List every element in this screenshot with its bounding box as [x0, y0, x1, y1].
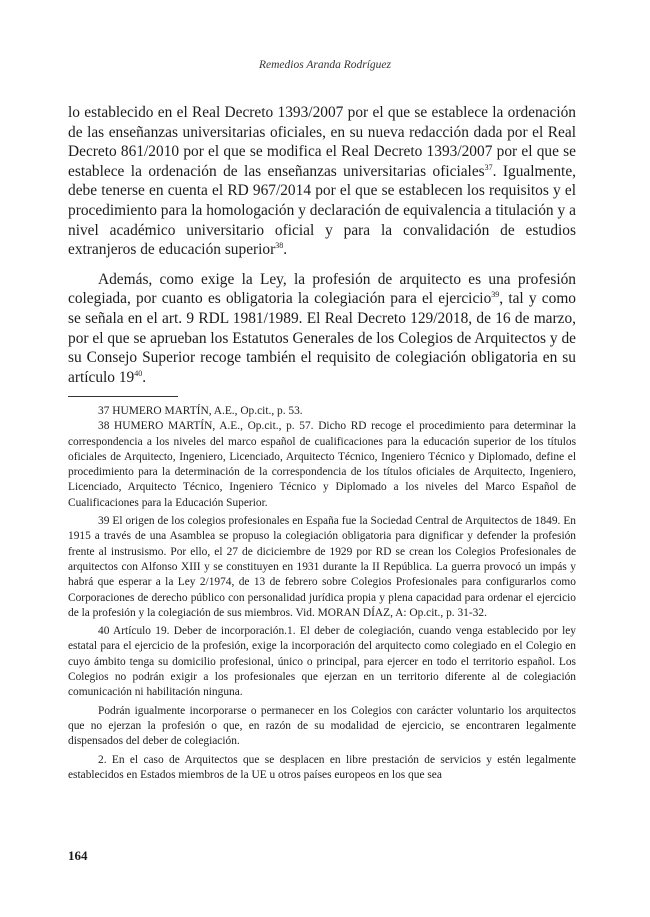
footnotes: [68, 404, 576, 783]
footnote-ref-39[interactable]: 39: [491, 290, 500, 300]
page-number: 164: [68, 848, 88, 863]
text-segment: , tal y como se señala en el art. 9 RDL 1981/1989. El Real Decreto 129/2018, de 16 de marzo, por el que se aprueban los Estatutos Generales de los Colegios de Arquitectos y de su Consejo Superior recoge también el requisito de colegiación obligatoria en su artículo 19: [68, 290, 576, 386]
footnote-38: 38 HUMERO MARTÍN, A.E., Op.cit., p. 57. Dicho RD recoge el procedimiento para determinar la correspondencia a los niveles del marco español de cualificaciones para la educación superior de los títulos oficiales de Arquitecto, Ingeniero, Licenciado, Arquitecto Técnico, Ingeniero Técnico y Diplomado, define el procedimiento para la determinación de la correspondencia de los títulos oficiales de Arquitecto, Ingeniero, Licenciado, Arquitecto Técnico, Ingeniero Técnico y Diplomado a los niveles del Marco Español de Cualificaciones para la Educación Superior.: [68, 420, 576, 509]
footnote-40-item-2: 2. En el caso de Arquitectos que se desplacen en libre prestación de servicios y estén legalmente establecidos en Estados miembros de la UE u otros países europeos en los que sea: [68, 753, 576, 781]
footnote-37: 37 HUMERO MARTÍN, A.E., Op.cit., p. 53.: [98, 405, 303, 417]
footnote-40-continued: Podrán igualmente incorporarse o permanecer en los Colegios con carácter voluntario los arquitectos que no ejerzan la profesión o que, en razón de su modalidad de ejercicio, se encontraren legalmente dispensados del deber de colegiación.: [68, 704, 576, 748]
footnote-ref-38[interactable]: 38: [275, 241, 284, 251]
running-header: Remedios Aranda Rodríguez: [258, 59, 392, 71]
text-segment: . Igualmente, debe tenerse en cuenta el RD 967/2014 por el que se establecen los requisitos y el procedimiento para la homologación y declaración de equivalencia a titulación y a nivel académico universitario oficial y para la convalidación de estudios extranjeros de educación superior: [68, 162, 576, 259]
footnote-separator: [68, 396, 178, 397]
body-text: [68, 103, 576, 387]
footnote-ref-37[interactable]: 37: [484, 162, 493, 172]
text-segment: Además, como exige la Ley, la profesión de arquitecto es una profesión colegiada, por cuanto es obligatoria la colegiación para el ejercicio: [68, 270, 576, 308]
footnote-39: 39 El origen de los colegios profesionales en España fue la Sociedad Central de Arquitectos de 1849. En 1915 a través de una Asamblea se propuso la colegiación obligatoria para dignificar y defender la profesión frente al instrusismo. Por ello, el 27 de diciciembre de 1929 por RD se crean los Colegios Profesionales de arquitectos con Alfonso XIII y se constituyen en 1931 durante la II República. La guerra provocó un impás y habrá que esperar a la Ley 2/1974, de 13 de febrero sobre Colegios Profesionales para configurarlos como Corporaciones de derecho público con personalidad jurídica propia y plena capacidad para ordenar el ejercicio de la profesión y la colegiación de sus miembros. Vid. MORAN DÍAZ, A: Op.cit., p. 31-32.: [68, 515, 576, 619]
body-paragraph-2: [68, 270, 576, 388]
text-segment: .: [283, 241, 288, 259]
footnote-40: 40 Artículo 19. Deber de incorporación.1. El deber de colegiación, cuando venga establecido por ley estatal para el ejercicio de la profesión, exige la incorporación del arquitecto como colegiado en el Colegio en cuyo ámbito tenga su domicilio profesional, único o principal, para ejercer en todo el territorio español. Los Colegios no podrán exigir a los profesionales que ejerzan en un territorio diferente al de colegiación comunicación ni habilitación ninguna.: [68, 625, 576, 699]
body-paragraph-1: [68, 103, 576, 260]
text-segment: lo establecido en el Real Decreto 1393/2007 por el que se establece la ordenación de las enseñanzas universitarias oficiales, en su nueva redacción dada por el Real Decreto 861/2010 por el que se modifica el Real Decreto 1393/2007 por el que se establece la ordenación de las enseñanzas universitarias oficiales: [68, 104, 576, 180]
text-segment: .: [142, 368, 147, 386]
footnote-ref-40[interactable]: 40: [134, 368, 143, 378]
